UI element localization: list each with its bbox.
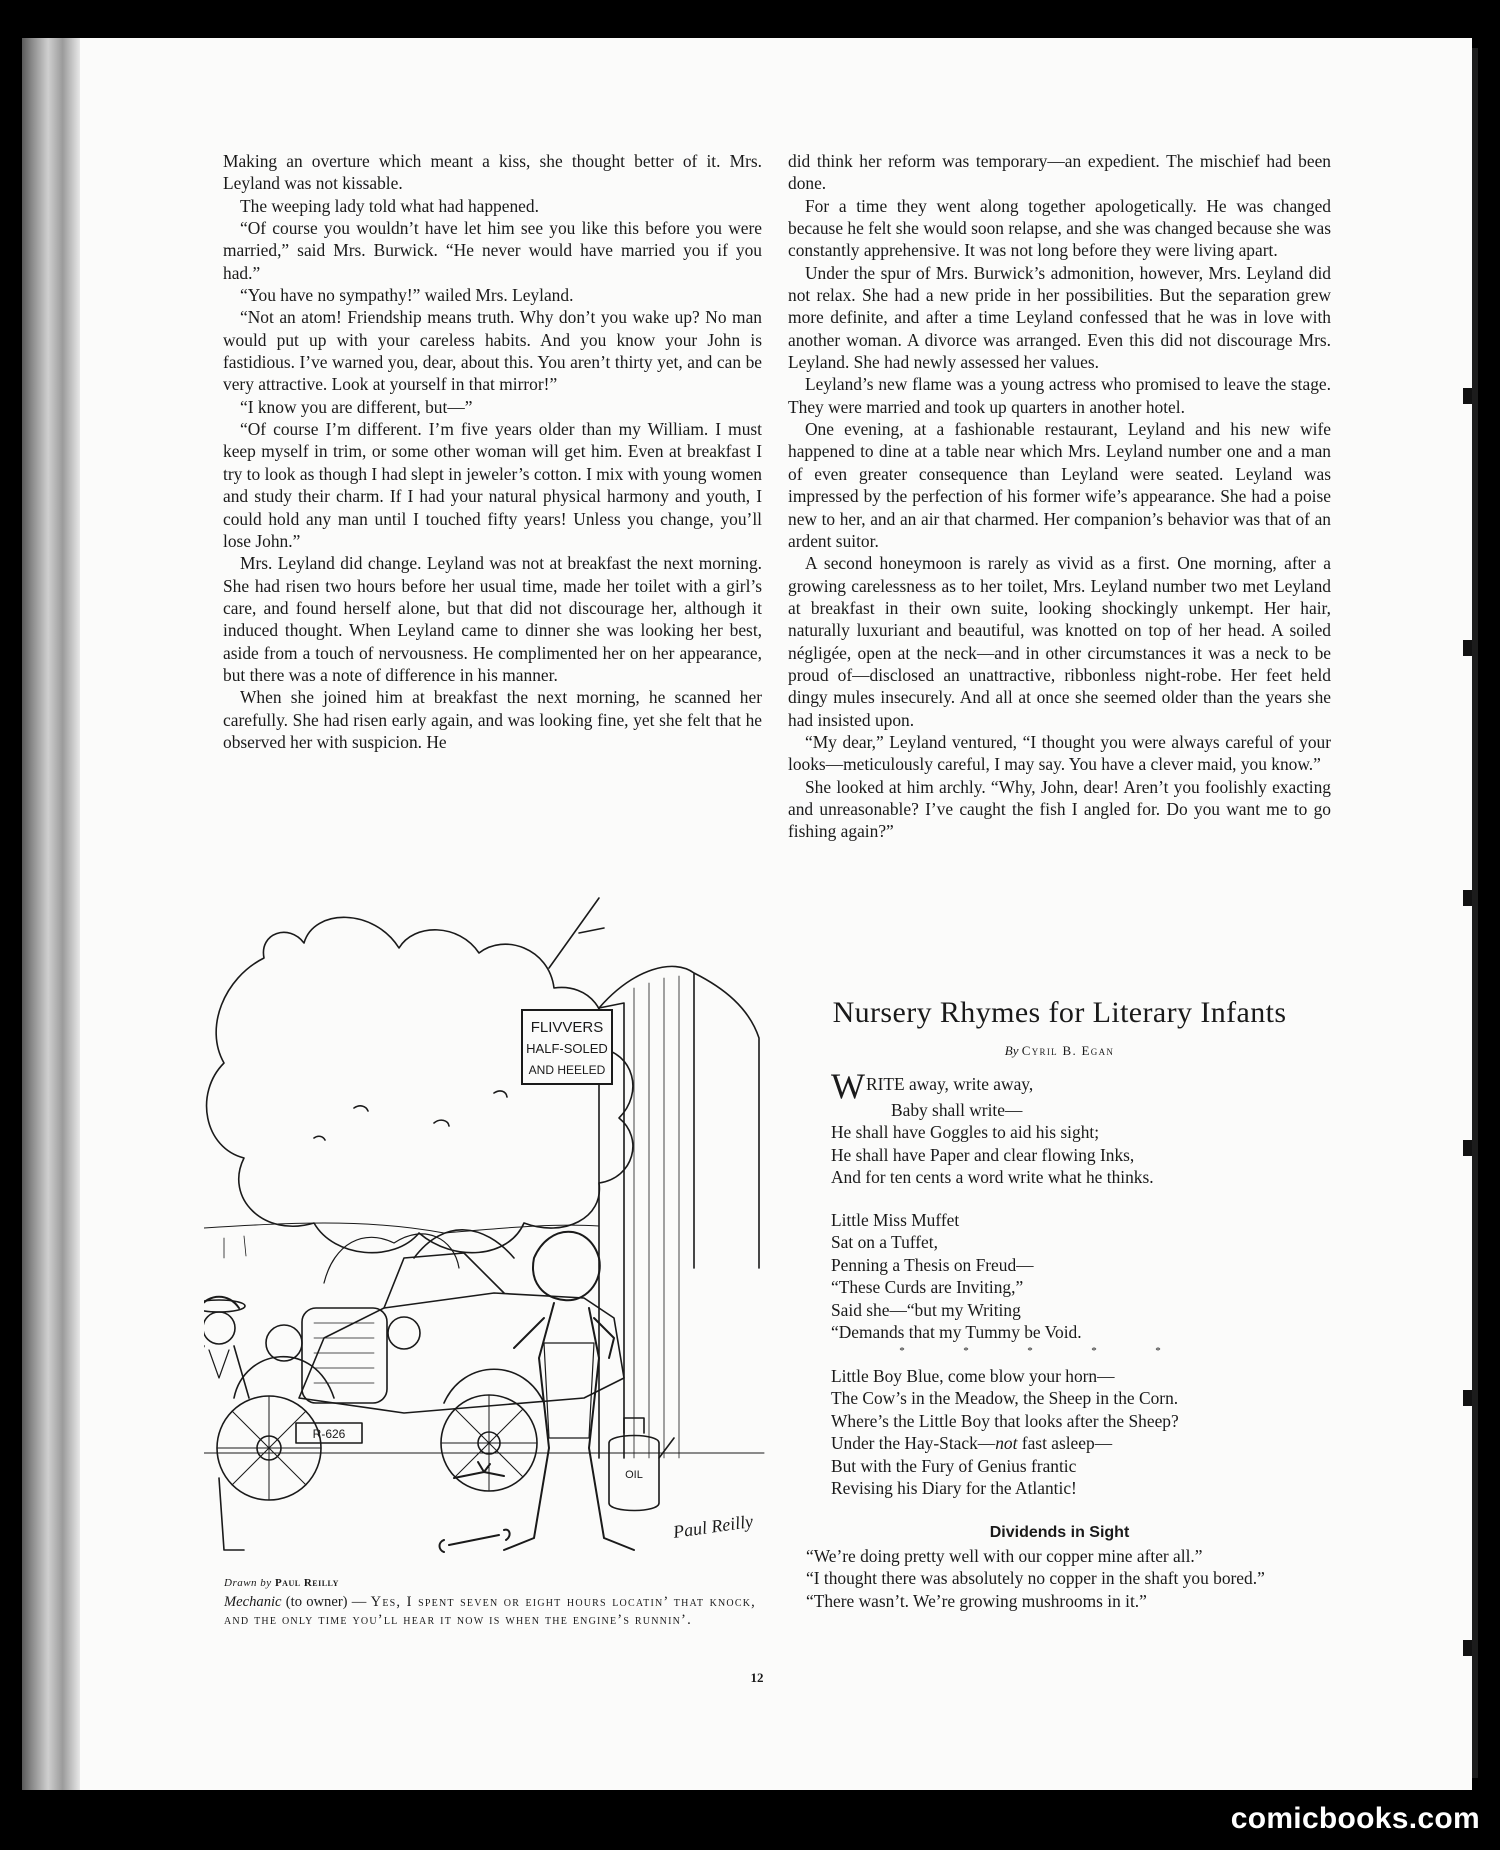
joke-text bbox=[788, 1545, 1331, 1612]
poem-line bbox=[831, 1432, 1179, 1454]
story-right-column bbox=[788, 150, 1331, 843]
drop-cap: W bbox=[831, 1066, 865, 1106]
poem-line: He shall have Goggles to aid his sight; bbox=[831, 1122, 1100, 1143]
story-paragraph: “My dear,” Leyland ventured, “I thought you were always careful of your looks—meticulously careful, I may say. You have a clever maid, you know.” bbox=[788, 731, 1331, 775]
poem-line: Sat on a Tuffet, bbox=[831, 1232, 938, 1253]
story-paragraph: Leyland’s new flame was a young actress who promised to leave the stage. They were married and took up quarters in another hotel. bbox=[788, 374, 1331, 417]
poem-line: Where’s the Little Boy that looks after the Sheep? bbox=[831, 1410, 1179, 1431]
poem-line: Baby shall write— bbox=[891, 1100, 1023, 1120]
license-plate: R-626 bbox=[312, 1427, 346, 1441]
poem-title: Nursery Rhymes for Literary Infants bbox=[832, 996, 1287, 1029]
poem-line: Penning a Thesis on Freud— bbox=[831, 1254, 1034, 1275]
poem-line: He shall have Paper and clear flowing Inks, bbox=[831, 1144, 1135, 1165]
poem-author: Cyril B. Egan bbox=[1021, 1043, 1115, 1058]
cartoon-illustration bbox=[204, 838, 790, 1554]
poem-line bbox=[831, 1066, 1154, 1106]
poem-line: “Demands that my Tummy be Void. bbox=[831, 1322, 1082, 1343]
joke-line: “We’re doing pretty well with our copper mine after all.” bbox=[806, 1546, 1203, 1566]
edge-mark bbox=[1463, 388, 1472, 404]
sign-board bbox=[522, 1010, 612, 1084]
story-paragraph: did think her reform was temporary—an expedient. The mischief had been done. bbox=[788, 151, 1331, 194]
story-paragraph: Making an overture which meant a kiss, she thought better of it. Mrs. Leyland was not kissable. bbox=[223, 151, 762, 194]
joke-line: “There wasn’t. We’re growing mushrooms in it.” bbox=[806, 1590, 1147, 1611]
edge-mark bbox=[1463, 1390, 1472, 1406]
edge-mark bbox=[1463, 890, 1472, 906]
page-number: 12 bbox=[750, 1670, 764, 1685]
story-paragraph: Under the spur of Mrs. Burwick’s admonition, however, Mrs. Leyland did not relax. She had a new pride in her possibilities. But the separation grew more definite, and after a time Leyland confessed that he was in love with another woman. A divorce was arranged. Even this did not discourage Mrs. Leyland. She had newly assessed her values. bbox=[788, 262, 1331, 373]
story-paragraph: She looked at him archly. “Why, John, dear! Aren’t you foolishly exacting and unreasonable? I’ve caught the fish I angled for. Do you want me to go fishing again?” bbox=[788, 776, 1331, 842]
poem-line: The Cow’s in the Meadow, the Sheep in the Corn. bbox=[831, 1388, 1179, 1409]
binding-spine bbox=[22, 38, 80, 1790]
joke-title: Dividends in Sight bbox=[989, 1524, 1130, 1541]
story-paragraph: “You have no sympathy!” wailed Mrs. Leyland. bbox=[240, 285, 574, 306]
edge-mark bbox=[1463, 640, 1472, 656]
joke-line: “I thought there was absolutely no copper in the shaft you bored.” bbox=[806, 1568, 1265, 1589]
site-watermark: comicbooks.com bbox=[1230, 1802, 1480, 1835]
cartoon-credit bbox=[224, 1577, 339, 1589]
poem-stanza-3 bbox=[831, 1365, 1179, 1499]
story-paragraph: “I know you are different, but—” bbox=[240, 396, 473, 417]
separator-star: * bbox=[963, 1345, 969, 1357]
story-paragraph: When she joined him at breakfast the next morning, he scanned her carefully. She had risen early again, and was looking fine, yet she felt that he observed her with suspicion. He bbox=[223, 687, 762, 752]
wrench-drawing bbox=[440, 1530, 510, 1552]
poem-line: “These Curds are Inviting,” bbox=[831, 1277, 1024, 1298]
credit-name: Paul Reilly bbox=[274, 1577, 339, 1589]
edge-mark bbox=[1463, 1140, 1472, 1156]
stanza-separator bbox=[870, 1345, 1190, 1357]
poem-line: Said she—“but my Writing bbox=[831, 1299, 1021, 1320]
oil-can-label: OIL bbox=[625, 1469, 643, 1481]
cloud-drawing bbox=[207, 917, 633, 1252]
poem-line: And for ten cents a word write what he thinks. bbox=[831, 1167, 1154, 1188]
page-right-edge bbox=[1472, 48, 1478, 1778]
artist-signature: Paul Reilly bbox=[671, 1510, 755, 1542]
story-paragraph: “Of course I’m different. I’m five years older than my William. I must keep myself in trim, or some other woman will get him. Even at breakfast I try to look as though I had slept in jeweler’s cotton. I mix with young women and study their charm. If I had your natural physical harmony and youth, I could hold any man until I touched fifty years! Unless you change, you’ll lose John.” bbox=[223, 419, 762, 551]
story-paragraph: For a time they went along together apologetically. He was changed because he felt she would soon relapse, and she was changed because she was constantly apprehensive. It was not long before they were living apart. bbox=[788, 195, 1331, 261]
caption-aside: (to owner) — bbox=[285, 1594, 371, 1610]
caption-speaker: Mechanic bbox=[224, 1594, 282, 1610]
poem-line-text: RITE away, write away, bbox=[865, 1074, 1034, 1094]
story-paragraph: Mrs. Leyland did change. Leyland was not at breakfast the next morning. She had risen two hours before her usual time, made her toilet with a girl’s care, and found herself alone, but that did not discourage her, although it induced thought. When Leyland came to dinner she was looking her best, aside from a touch of nervousness. He complimented her on her appearance, but there was a note of difference in his manner. bbox=[223, 553, 762, 685]
sign-line: HALF-SOLED bbox=[526, 1041, 608, 1056]
poem-line: But with the Fury of Genius frantic bbox=[831, 1455, 1077, 1476]
story-paragraph: The weeping lady told what had happened. bbox=[240, 195, 539, 216]
sign-line: FLIVVERS bbox=[530, 1019, 604, 1036]
poem-line: Revising his Diary for the Atlantic! bbox=[831, 1478, 1077, 1499]
story-paragraph: A second honeymoon is rarely as vivid as a first. One morning, after a growing carelessness as to her toilet, Mrs. Leyland number two met Leyland at breakfast in their own suite, looking shockingly unkempt. Her hair, naturally luxuriant and beautiful, was knotted on top of her head. A soiled négligée, open at the neck—and in other circumstances it was a neck to be proud of—disclosed an unattractive, ribbonless night-robe. Her feet held dingy mules insecurely. And all at once she seemed older than the years she had insisted upon. bbox=[788, 553, 1331, 730]
sign-line: AND HEELED bbox=[528, 1063, 606, 1077]
poem-stanza-2 bbox=[831, 1209, 1082, 1343]
story-paragraph: One evening, at a fashionable restaurant, Leyland and his new wife happened to dine at a table near which Mrs. Leyland number one and a man of even greater consequence than Leyland were seated. Leyland was impressed by the perfection of his former wife’s appearance. She had a poise new to her, and an air that charmed. Her companion’s behavior was that of an ardent suitor. bbox=[788, 419, 1331, 551]
credit-prefix: Drawn by bbox=[224, 1577, 272, 1589]
separator-star: * bbox=[899, 1345, 905, 1357]
story-paragraph: “Of course you wouldn’t have let him see you like this before you were married,” said Mrs. Burwick. “He never would have married you if you had.” bbox=[223, 218, 762, 283]
poem-line-text: Under the Hay-Stack— bbox=[831, 1433, 996, 1454]
caption-text: Yes, I spent seven or eight hours locatin’ that knock, and the only time you’ll hear it now is when the engine’s runnin’. bbox=[224, 1594, 756, 1628]
poem-line-emphasis: not bbox=[995, 1433, 1018, 1454]
separator-star: * bbox=[1091, 1345, 1097, 1357]
poem-line: Little Boy Blue, come blow your horn— bbox=[831, 1366, 1115, 1386]
poem-stanza-1 bbox=[831, 1066, 1154, 1189]
mechanic-figure bbox=[533, 1232, 600, 1301]
cartoon-caption bbox=[224, 1593, 756, 1629]
poem-line: Little Miss Muffet bbox=[831, 1210, 960, 1230]
owner-figure bbox=[204, 1297, 239, 1308]
poem-byline bbox=[788, 1043, 1331, 1059]
separator-star: * bbox=[1027, 1345, 1033, 1357]
separator-star: * bbox=[1155, 1345, 1161, 1357]
byline-prefix: By bbox=[1004, 1043, 1019, 1058]
story-left-column bbox=[223, 150, 762, 753]
poem-line-text: fast asleep— bbox=[1017, 1433, 1113, 1454]
story-paragraph: “Not an atom! Friendship means truth. Why don’t you wake up? No man would put up with your careless habits. And you know your John is fastidious. I’ve warned you, dear, about this. You aren’t thirty yet, and can be very attractive. Look at yourself in that mirror!” bbox=[223, 307, 762, 395]
edge-mark bbox=[1463, 1640, 1472, 1656]
